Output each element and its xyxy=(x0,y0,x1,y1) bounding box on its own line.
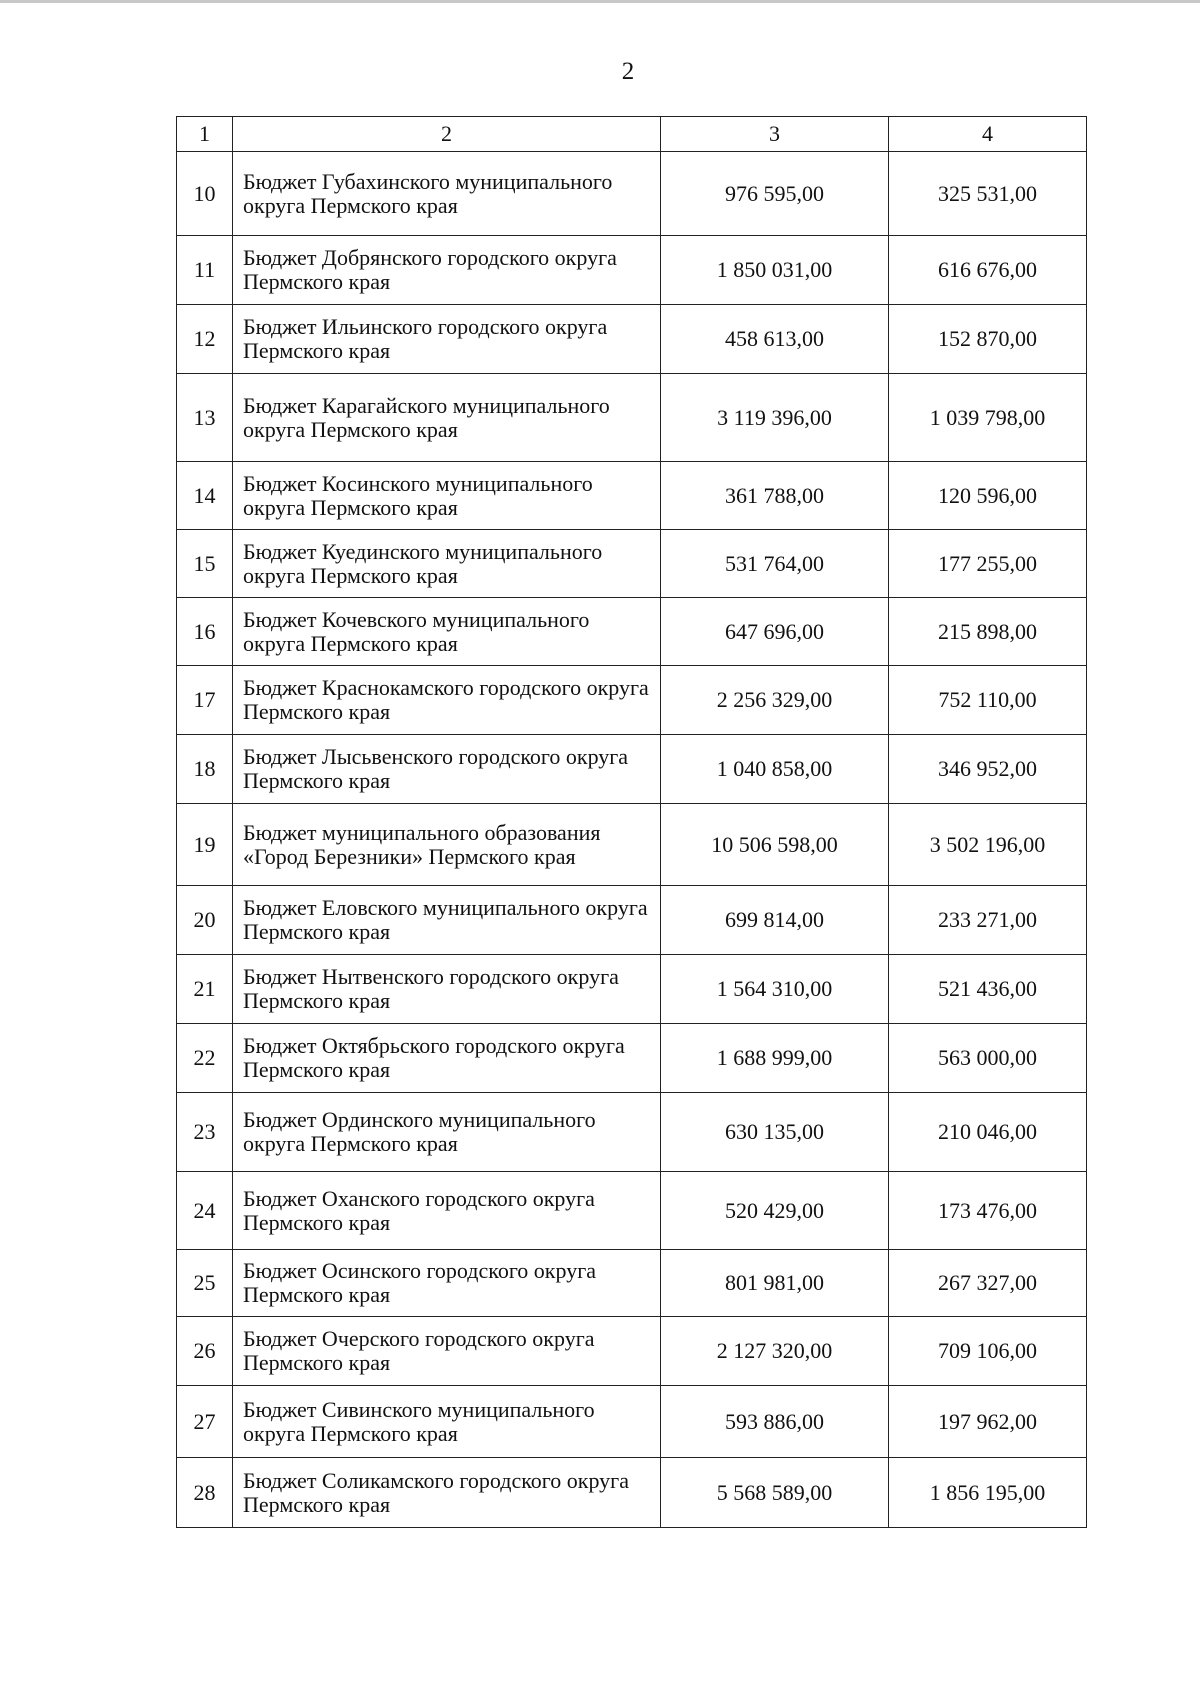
table-row xyxy=(177,1024,1087,1093)
page-number: 2 xyxy=(621,58,635,85)
budget-name-cell: Бюджет Ильинского городского округа Пермского края xyxy=(233,305,661,374)
budget-table xyxy=(176,116,1087,1528)
amount-col3-cell: 1 040 858,00 xyxy=(661,735,889,804)
table-row xyxy=(177,374,1087,462)
amount-col3-cell: 361 788,00 xyxy=(661,462,889,530)
table-row xyxy=(177,236,1087,305)
row-number-cell: 16 xyxy=(177,598,233,666)
amount-col3-cell: 699 814,00 xyxy=(661,886,889,955)
amount-col4-cell: 346 952,00 xyxy=(889,735,1087,804)
budget-name-cell: Бюджет Лысьвенского городского округа Пермского края xyxy=(233,735,661,804)
row-number-cell: 19 xyxy=(177,804,233,886)
table-row xyxy=(177,735,1087,804)
table-row xyxy=(177,305,1087,374)
table-row xyxy=(177,1250,1087,1317)
budget-name-cell: Бюджет Кочевского муниципального округа Пермского края xyxy=(233,598,661,666)
amount-col3-cell: 1 688 999,00 xyxy=(661,1024,889,1093)
amount-col3-cell: 976 595,00 xyxy=(661,152,889,236)
budget-name-cell: Бюджет Ординского муниципального округа Пермского края xyxy=(233,1093,661,1172)
table-row xyxy=(177,804,1087,886)
budget-name-cell: Бюджет Очерского городского округа Пермского края xyxy=(233,1317,661,1386)
table-row xyxy=(177,462,1087,530)
amount-col4-cell: 177 255,00 xyxy=(889,530,1087,598)
table-row xyxy=(177,1093,1087,1172)
row-number-cell: 10 xyxy=(177,152,233,236)
budget-name-cell: Бюджет Соликамского городского округа Пермского края xyxy=(233,1458,661,1528)
row-number-cell: 13 xyxy=(177,374,233,462)
budget-name-cell: Бюджет Оханского городского округа Пермского края xyxy=(233,1172,661,1250)
row-number-cell: 15 xyxy=(177,530,233,598)
amount-col3-cell: 5 568 589,00 xyxy=(661,1458,889,1528)
row-number-cell: 18 xyxy=(177,735,233,804)
row-number-cell: 14 xyxy=(177,462,233,530)
page-top-edge xyxy=(0,0,1200,3)
row-number-cell: 20 xyxy=(177,886,233,955)
amount-col4-cell: 1 856 195,00 xyxy=(889,1458,1087,1528)
amount-col3-cell: 647 696,00 xyxy=(661,598,889,666)
amount-col3-cell: 458 613,00 xyxy=(661,305,889,374)
row-number-cell: 27 xyxy=(177,1386,233,1458)
amount-col3-cell: 10 506 598,00 xyxy=(661,804,889,886)
amount-col3-cell: 630 135,00 xyxy=(661,1093,889,1172)
amount-col3-cell: 531 764,00 xyxy=(661,530,889,598)
header-cell-col1: 1 xyxy=(177,117,233,152)
budget-name-cell: Бюджет Сивинского муниципального округа Пермского края xyxy=(233,1386,661,1458)
amount-col4-cell: 120 596,00 xyxy=(889,462,1087,530)
table-row xyxy=(177,1317,1087,1386)
table-row xyxy=(177,1458,1087,1528)
amount-col3-cell: 3 119 396,00 xyxy=(661,374,889,462)
budget-name-cell: Бюджет Осинского городского округа Пермского края xyxy=(233,1250,661,1317)
amount-col3-cell: 801 981,00 xyxy=(661,1250,889,1317)
row-number-cell: 25 xyxy=(177,1250,233,1317)
header-cell-col2: 2 xyxy=(233,117,661,152)
amount-col4-cell: 325 531,00 xyxy=(889,152,1087,236)
amount-col3-cell: 2 256 329,00 xyxy=(661,666,889,735)
amount-col4-cell: 215 898,00 xyxy=(889,598,1087,666)
amount-col4-cell: 521 436,00 xyxy=(889,955,1087,1024)
amount-col4-cell: 267 327,00 xyxy=(889,1250,1087,1317)
row-number-cell: 21 xyxy=(177,955,233,1024)
amount-col3-cell: 1 850 031,00 xyxy=(661,236,889,305)
amount-col4-cell: 709 106,00 xyxy=(889,1317,1087,1386)
amount-col3-cell: 520 429,00 xyxy=(661,1172,889,1250)
amount-col4-cell: 173 476,00 xyxy=(889,1172,1087,1250)
budget-name-cell: Бюджет Куединского муниципального округа Пермского края xyxy=(233,530,661,598)
table-row xyxy=(177,1386,1087,1458)
row-number-cell: 24 xyxy=(177,1172,233,1250)
amount-col3-cell: 1 564 310,00 xyxy=(661,955,889,1024)
table-row xyxy=(177,666,1087,735)
amount-col4-cell: 1 039 798,00 xyxy=(889,374,1087,462)
amount-col4-cell: 210 046,00 xyxy=(889,1093,1087,1172)
table-header-row xyxy=(177,117,1087,152)
budget-name-cell: Бюджет Карагайского муниципального округа Пермского края xyxy=(233,374,661,462)
amount-col3-cell: 593 886,00 xyxy=(661,1386,889,1458)
amount-col4-cell: 752 110,00 xyxy=(889,666,1087,735)
row-number-cell: 11 xyxy=(177,236,233,305)
amount-col4-cell: 3 502 196,00 xyxy=(889,804,1087,886)
table-row xyxy=(177,598,1087,666)
budget-name-cell: Бюджет Октябрьского городского округа Пермского края xyxy=(233,1024,661,1093)
table-row xyxy=(177,530,1087,598)
budget-name-cell: Бюджет Нытвенского городского округа Пермского края xyxy=(233,955,661,1024)
header-cell-col3: 3 xyxy=(661,117,889,152)
row-number-cell: 28 xyxy=(177,1458,233,1528)
amount-col4-cell: 152 870,00 xyxy=(889,305,1087,374)
row-number-cell: 23 xyxy=(177,1093,233,1172)
table-row xyxy=(177,886,1087,955)
amount-col4-cell: 233 271,00 xyxy=(889,886,1087,955)
header-cell-col4: 4 xyxy=(889,117,1087,152)
budget-name-cell: Бюджет Еловского муниципального округа Пермского края xyxy=(233,886,661,955)
budget-name-cell: Бюджет Губахинского муниципального округа Пермского края xyxy=(233,152,661,236)
amount-col4-cell: 616 676,00 xyxy=(889,236,1087,305)
table-row xyxy=(177,152,1087,236)
budget-name-cell: Бюджет муниципального образования «Город Березники» Пермского края xyxy=(233,804,661,886)
row-number-cell: 26 xyxy=(177,1317,233,1386)
amount-col4-cell: 563 000,00 xyxy=(889,1024,1087,1093)
budget-name-cell: Бюджет Добрянского городского округа Пермского края xyxy=(233,236,661,305)
row-number-cell: 22 xyxy=(177,1024,233,1093)
table-row xyxy=(177,1172,1087,1250)
budget-name-cell: Бюджет Краснокамского городского округа Пермского края xyxy=(233,666,661,735)
table-row xyxy=(177,955,1087,1024)
budget-name-cell: Бюджет Косинского муниципального округа Пермского края xyxy=(233,462,661,530)
row-number-cell: 12 xyxy=(177,305,233,374)
amount-col3-cell: 2 127 320,00 xyxy=(661,1317,889,1386)
amount-col4-cell: 197 962,00 xyxy=(889,1386,1087,1458)
row-number-cell: 17 xyxy=(177,666,233,735)
